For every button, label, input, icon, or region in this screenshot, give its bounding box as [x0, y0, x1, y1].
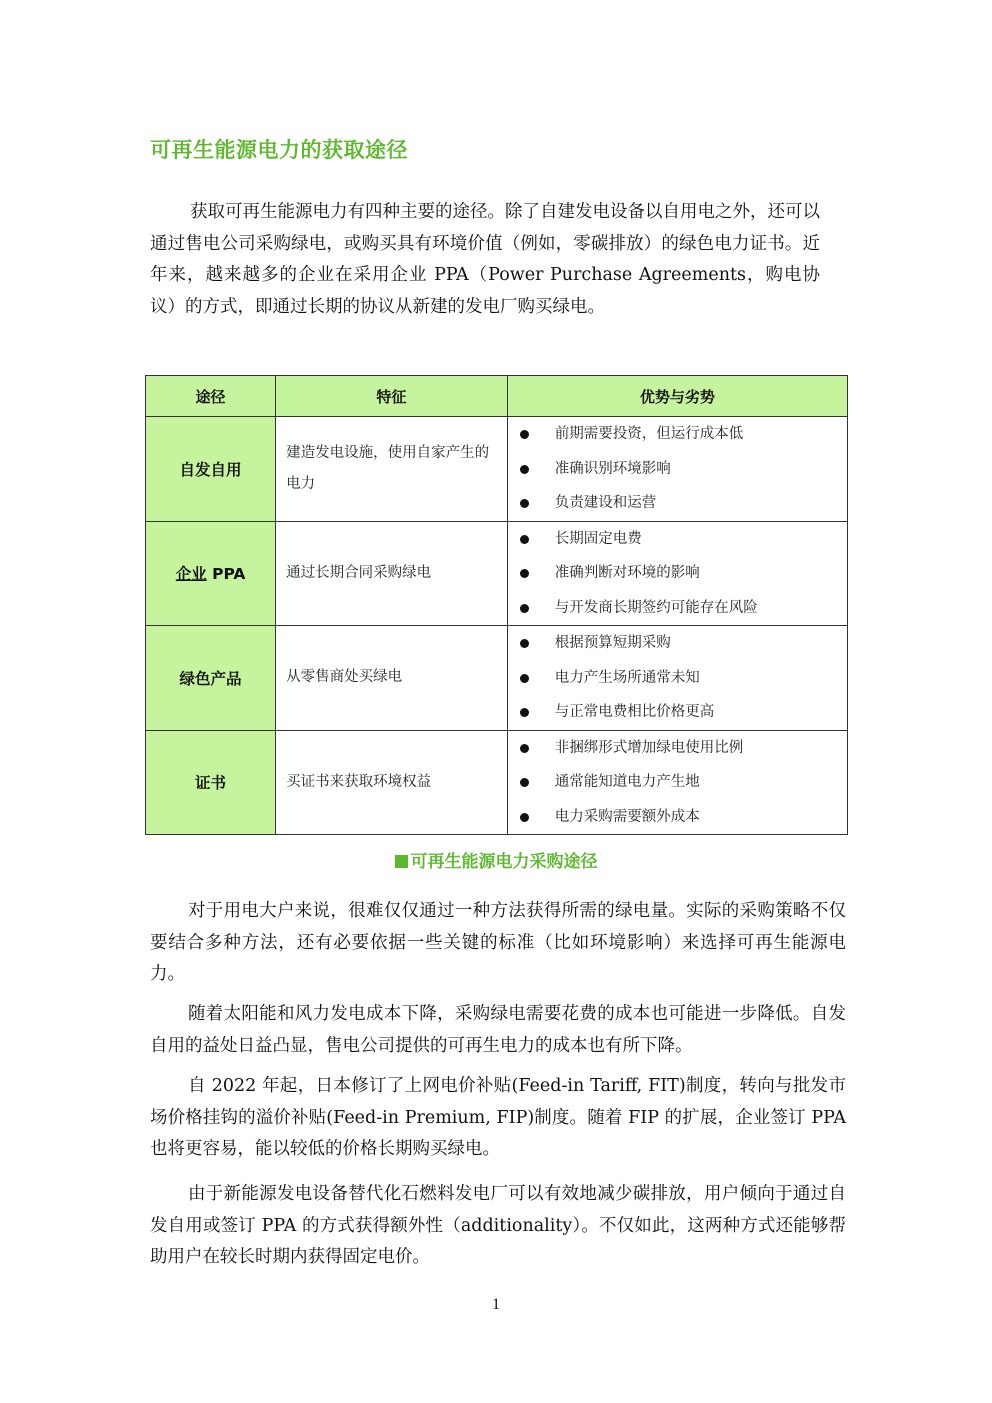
row-feature: 建造发电设施，使用自家产生的电力: [276, 417, 508, 522]
table-header-row: [146, 376, 848, 417]
table-row: [146, 730, 848, 835]
square-icon: [395, 855, 408, 868]
list-item: 与开发商长期签约可能存在风险: [508, 591, 847, 626]
body-paragraph: 自 2022 年起，日本修订了上网电价补贴(Feed-in Tariff, FIT)制度，转向与批发市场价格挂钩的溢价补贴(Feed-in Premium, FIP)制度。随着 FIP 的扩展，企业签订 PPA 也将更容易，能以较低的价格长期购买绿电。: [150, 1076, 846, 1159]
table-row: [146, 521, 848, 626]
list-item: 电力产生场所通常未知: [508, 661, 847, 696]
list-item: 长期固定电费: [508, 522, 847, 557]
row-feature: 买证书来获取环境权益: [276, 730, 508, 835]
page-heading: 可再生能源电力的获取途径: [150, 138, 408, 162]
table-row: [146, 417, 848, 522]
list-item: 前期需要投资，但运行成本低: [508, 417, 847, 452]
procurement-table: [145, 375, 848, 835]
header-path: 途径: [146, 376, 276, 417]
row-path-self-generation: 自发自用: [146, 417, 276, 522]
row-pros-cons: [507, 730, 847, 835]
list-item: 通常能知道电力产生地: [508, 765, 847, 800]
row-feature: 通过长期合同采购绿电: [276, 521, 508, 626]
list-item: 准确识别环境影响: [508, 452, 847, 487]
list-item: 准确判断对环境的影响: [508, 556, 847, 591]
row-pros-cons: [507, 417, 847, 522]
row-path-corporate-ppa: [146, 521, 276, 626]
caption-text: 可再生能源电力采购途径: [410, 852, 598, 872]
header-feature: 特征: [276, 376, 508, 417]
table-row: [146, 626, 848, 731]
page-number: 1: [492, 1296, 500, 1313]
underlined-label: 企业: [175, 565, 207, 584]
row-path-certificate: 证书: [146, 730, 276, 835]
ppa-label: PPA: [206, 565, 246, 584]
list-item: 电力采购需要额外成本: [508, 800, 847, 835]
body-paragraph: 随着太阳能和风力发电成本下降，采购绿电需要花费的成本也可能进一步降低。自发自用的益处日益凸显，售电公司提供的可再生电力的成本也有所下降。: [150, 1004, 846, 1056]
intro-paragraph: 获取可再生能源电力有四种主要的途径。除了自建发电设备以自用电之外，还可以通过售电公司采购绿电，或购买具有环境价值（例如，零碳排放）的绿色电力证书。近年来，越来越多的企业在采用企业 PPA（Power Purchase Agreements，购电协议）的方式，即通过长期的协议从新建的发电厂购买绿电。: [150, 202, 820, 317]
row-path-green-product: 绿色产品: [146, 626, 276, 731]
header-pros-cons: 优势与劣势: [507, 376, 847, 417]
list-item: 根据预算短期采购: [508, 626, 847, 661]
table-caption: [0, 847, 992, 872]
list-item: 负责建设和运营: [508, 486, 847, 521]
list-item: 非捆绑形式增加绿电使用比例: [508, 731, 847, 766]
list-item: 与正常电费相比价格更高: [508, 695, 847, 730]
body-paragraph: 对于用电大户来说，很难仅仅通过一种方法获得所需的绿电量。实际的采购策略不仅要结合多种方法，还有必要依据一些关键的标准（比如环境影响）来选择可再生能源电力。: [150, 901, 846, 984]
row-pros-cons: [507, 626, 847, 731]
row-feature: 从零售商处买绿电: [276, 626, 508, 731]
row-pros-cons: [507, 521, 847, 626]
body-paragraph: 由于新能源发电设备替代化石燃料发电厂可以有效地减少碳排放，用户倾向于通过自发自用或签订 PPA 的方式获得额外性（additionality）。不仅如此，这两种方式还能够帮助用户在较长时期内获得固定电价。: [150, 1184, 846, 1267]
